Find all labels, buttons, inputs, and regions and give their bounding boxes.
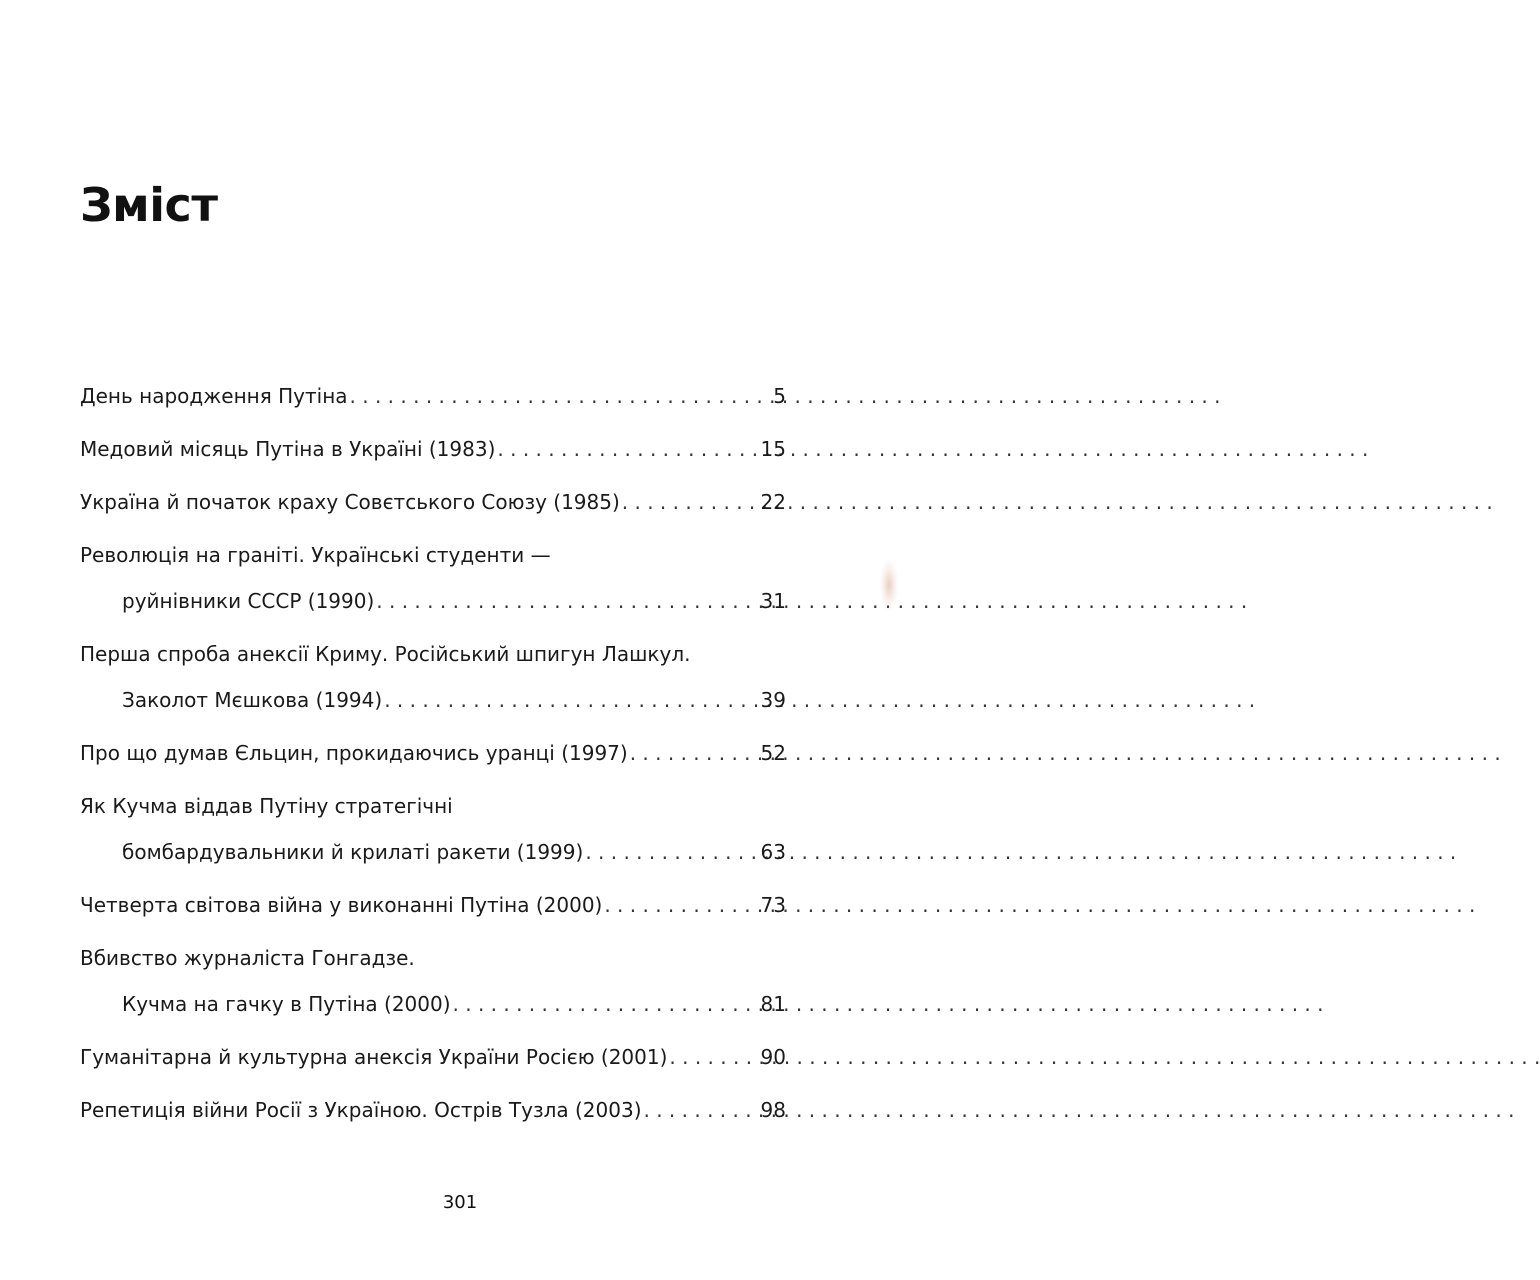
toc-entry-title: Гуманітарна й культурна анексія України Росією (2001)	[80, 1045, 668, 1069]
toc-entry-title: Революція на граніті. Українські студенти —	[80, 543, 551, 567]
toc-entry	[80, 378, 786, 414]
toc-entry-title: Заколот Мєшкова (1994)	[122, 688, 383, 712]
dot-leader	[350, 378, 750, 414]
page-number: 301	[442, 1192, 478, 1213]
toc-entry	[80, 636, 786, 718]
toc-entry	[80, 484, 786, 520]
toc-entry-title: Про що думав Єльцин, прокидаючись уранці (1997)	[80, 741, 628, 765]
toc-entry-line	[80, 484, 786, 520]
toc-page-number: 90	[760, 1045, 786, 1069]
toc-entry-title: Медовий місяць Путіна в Україні (1983)	[80, 437, 496, 461]
dot-leader	[622, 484, 750, 520]
toc-page-number: 98	[760, 1098, 786, 1122]
toc-entry-continuation-line	[80, 682, 786, 718]
toc-page-number: 31	[760, 589, 786, 613]
toc-entry-title: Кучма на гачку в Путіна (2000)	[122, 992, 451, 1016]
toc-entry	[80, 1092, 786, 1128]
toc-entry	[80, 537, 786, 619]
paper-stain	[880, 560, 898, 610]
dot-leader	[644, 1092, 751, 1128]
toc-entry-line	[80, 636, 786, 672]
dot-leader	[669, 1039, 750, 1075]
toc-page-number: 39	[760, 688, 786, 712]
dot-leader	[376, 583, 750, 619]
toc-page-number: 15	[760, 437, 786, 461]
toc-entry-title: бомбардувальники й крилаті ракети (1999)	[122, 840, 584, 864]
dot-leader	[497, 431, 750, 467]
toc-page-number: 52	[760, 741, 786, 765]
toc-entry-line	[80, 378, 786, 414]
toc-entry-continuation-line	[80, 583, 786, 619]
toc-entry	[80, 735, 786, 771]
toc-entry-line	[80, 1092, 786, 1128]
page-title: Зміст	[80, 178, 218, 232]
dot-leader	[453, 986, 750, 1022]
toc-entry-title: Вбивство журналіста Гонгадзе.	[80, 946, 415, 970]
toc-entry	[80, 788, 786, 870]
toc-entry-line	[80, 940, 786, 976]
toc-page-number: 5	[773, 384, 786, 408]
toc-entry	[80, 431, 786, 467]
toc-entry-title: Як Кучма віддав Путіну стратегічні	[80, 794, 453, 818]
toc-entry	[80, 940, 786, 1022]
toc-entry-continuation-line	[80, 834, 786, 870]
toc-entry-line	[80, 735, 786, 771]
toc-page-number: 22	[760, 490, 786, 514]
dot-leader	[384, 682, 750, 718]
toc-entry-line	[80, 887, 786, 923]
toc-page-number: 81	[760, 992, 786, 1016]
toc-entry-title: руйнівники СССР (1990)	[122, 589, 375, 613]
toc-entry-line	[80, 431, 786, 467]
toc-entry-line	[80, 788, 786, 824]
toc-entry	[80, 887, 786, 923]
toc-entry-title: Україна й початок краху Совєтського Союзу (1985)	[80, 490, 620, 514]
dot-leader	[630, 735, 750, 771]
toc-entry-title: Репетиція війни Росії з Україною. Острів Тузла (2003)	[80, 1098, 642, 1122]
dot-leader	[604, 887, 750, 923]
toc-page-number: 73	[760, 893, 786, 917]
toc-entry-continuation-line	[80, 986, 786, 1022]
toc-entry-line	[80, 1039, 786, 1075]
toc-page-number: 63	[760, 840, 786, 864]
dot-leader	[585, 834, 750, 870]
toc-entry	[80, 1039, 786, 1075]
toc-entry-title: Перша спроба анексії Криму. Російський шпигун Лашкул.	[80, 642, 691, 666]
table-of-contents	[80, 378, 786, 1128]
toc-entry-title: Четверта світова війна у виконанні Путіна (2000)	[80, 893, 603, 917]
toc-entry-line	[80, 537, 786, 573]
toc-entry-title: День народження Путіна	[80, 384, 348, 408]
